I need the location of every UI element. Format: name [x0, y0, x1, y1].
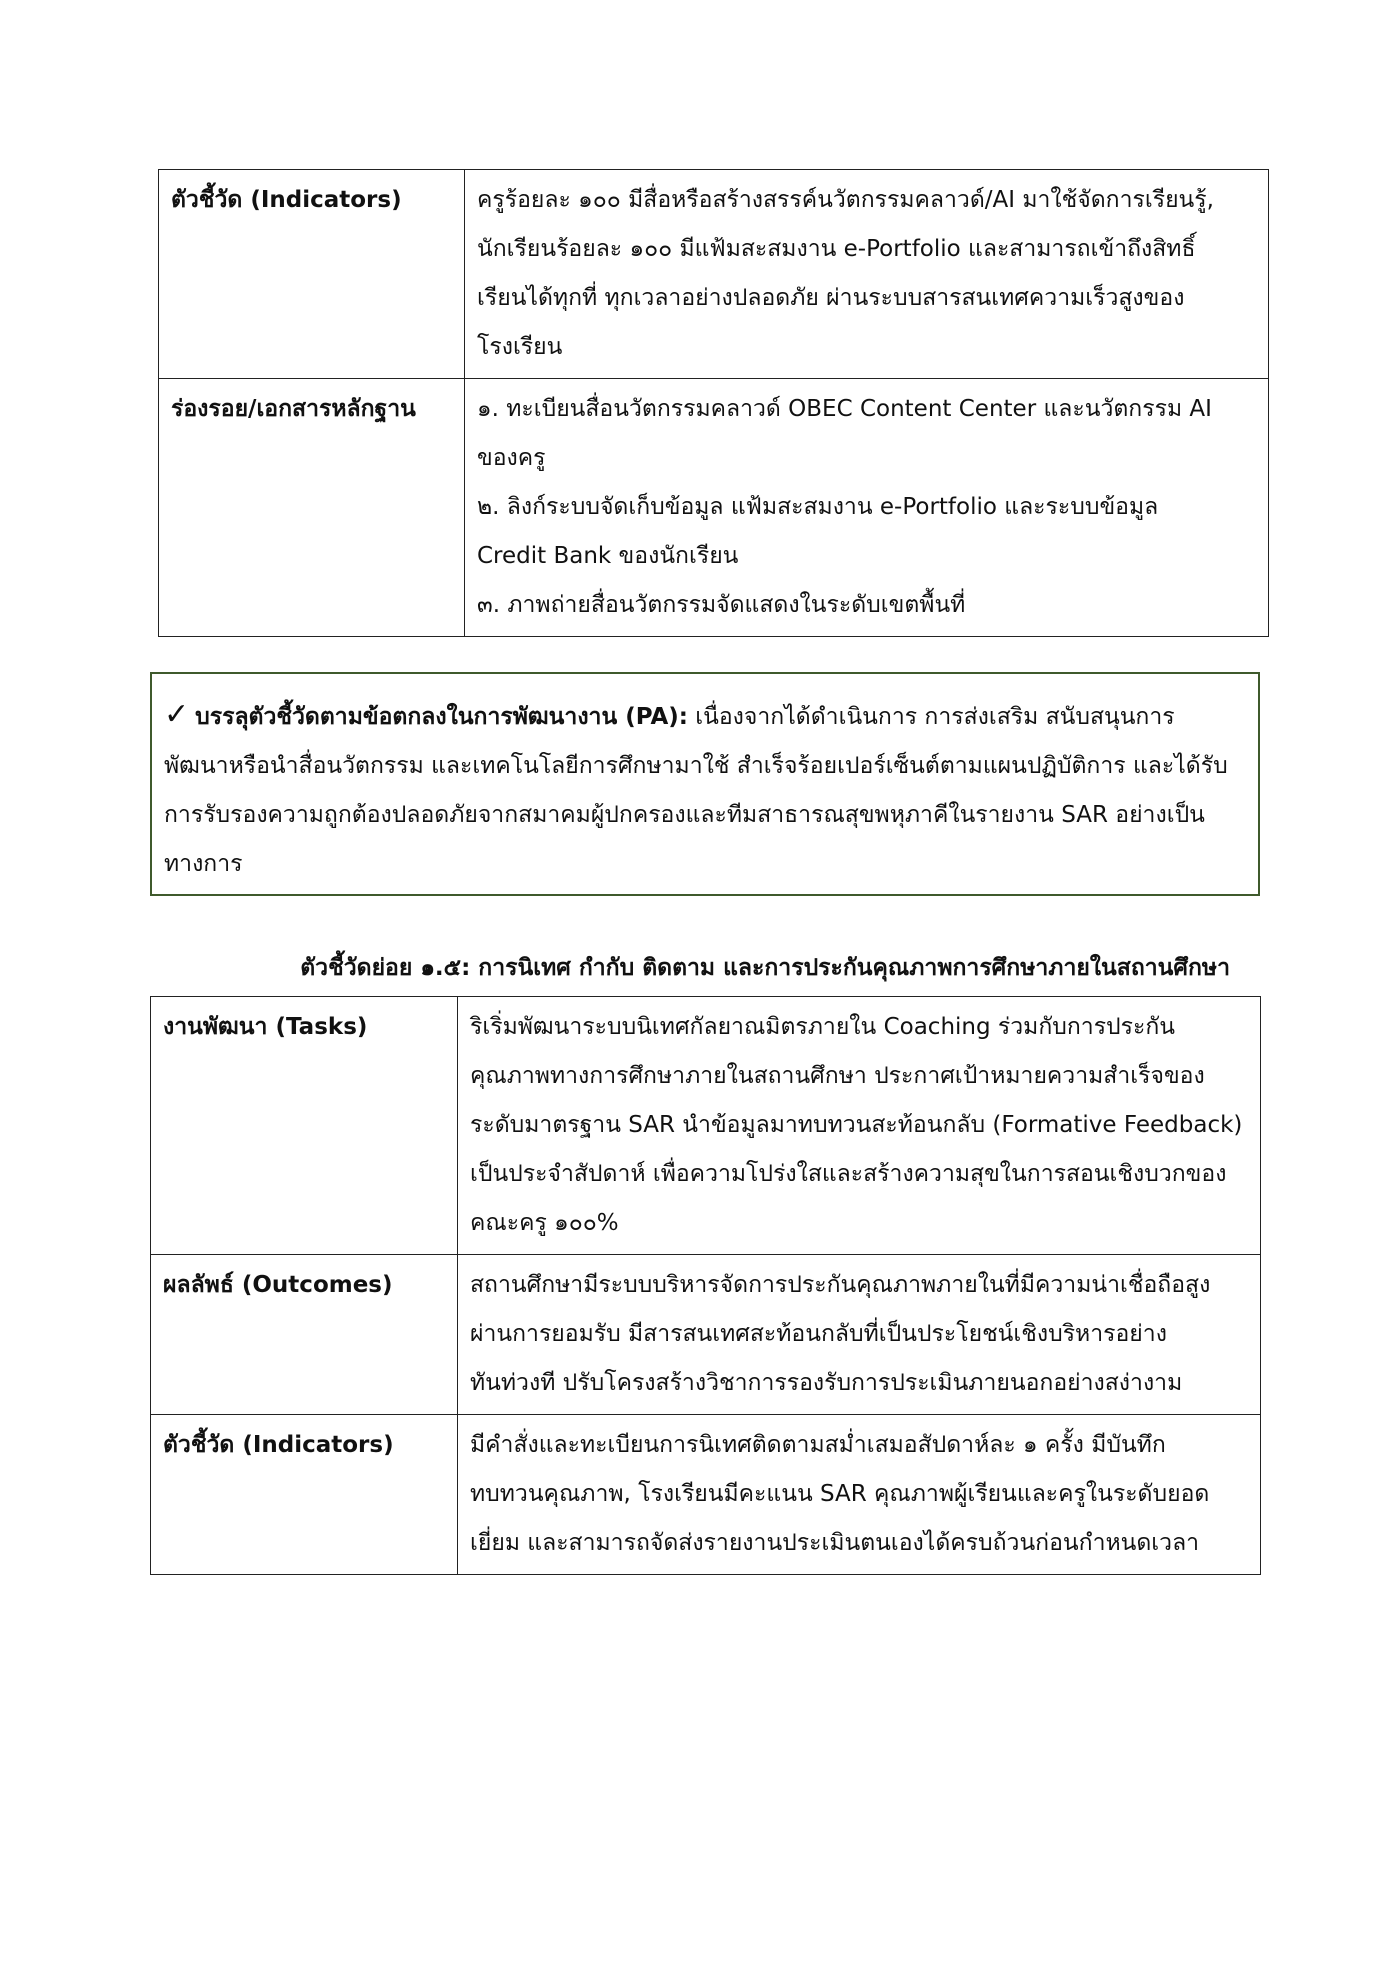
text-line: คณะครู ๑๐๐%: [470, 1210, 619, 1236]
text-line: [164, 690, 1246, 742]
row-content: [458, 997, 1261, 1255]
text-line: พัฒนาหรือนำสื่อนวัตกรรม และเทคโนโลยีการศึกษามาใช้ สำเร็จร้อยเปอร์เซ็นต์ตามแผนปฏิบัติการ และได้รับ: [164, 753, 1228, 779]
text-line: เยี่ยม และสามารถจัดส่งรายงานประเมินตนเองได้ครบถ้วนก่อนกำหนดเวลา: [470, 1530, 1200, 1556]
text-line: ระดับมาตรฐาน SAR นำข้อมูลมาทบทวนสะท้อนกลับ (Formative Feedback): [470, 1112, 1243, 1138]
row-label: ตัวชี้วัด (Indicators): [151, 1415, 458, 1575]
pa-text: เนื่องจากได้ดำเนินการ การส่งเสริม สนับสนุนการ: [687, 704, 1175, 730]
pa-title: บรรลุตัวชี้วัดตามข้อตกลงในการพัฒนางาน (PA):: [195, 704, 688, 730]
evidence-table: [158, 169, 1269, 637]
text-line: ๓. ภาพถ่ายสื่อนวัตกรรมจัดแสดงในระดับเขตพื้นที่: [477, 592, 966, 618]
row-label: งานพัฒนา (Tasks): [151, 997, 458, 1255]
supervision-table: [150, 996, 1261, 1575]
text-line: โรงเรียน: [477, 334, 563, 360]
table-row: [159, 379, 1269, 637]
row-label: ผลลัพธ์ (Outcomes): [151, 1255, 458, 1415]
pa-achievement-box: [150, 672, 1260, 896]
row-content: [458, 1255, 1261, 1415]
text-line: ครูร้อยละ ๑๐๐ มีสื่อหรือสร้างสรรค์นวัตกรรมคลาวด์/AI มาใช้จัดการเรียนรู้,: [477, 187, 1214, 213]
text-line: ทันท่วงที ปรับโครงสร้างวิชาการรองรับการประเมินภายนอกอย่างสง่างาม: [470, 1370, 1183, 1396]
text-line: สถานศึกษามีระบบบริหารจัดการประกันคุณภาพภายในที่มีความน่าเชื่อถือสูง: [470, 1272, 1211, 1298]
table-row: [151, 1415, 1261, 1575]
text-line: ทบทวนคุณภาพ, โรงเรียนมีคะแนน SAR คุณภาพผู้เรียนและครูในระดับยอด: [470, 1481, 1210, 1507]
text-line: ริเริ่มพัฒนาระบบนิเทศกัลยาณมิตรภายใน Coaching ร่วมกับการประกัน: [470, 1014, 1176, 1040]
text-line: ๑. ทะเบียนสื่อนวัตกรรมคลาวด์ OBEC Content Center และนวัตกรรม AI: [477, 396, 1212, 422]
text-line: การรับรองความถูกต้องปลอดภัยจากสมาคมผู้ปกครองและทีมสาธารณสุขพหุภาคีในรายงาน SAR อย่างเป็น: [164, 802, 1205, 828]
row-label: ร่องรอย/เอกสารหลักฐาน: [159, 379, 465, 637]
text-line: ๒. ลิงก์ระบบจัดเก็บข้อมูล แฟ้มสะสมงาน e-Portfolio และระบบข้อมูล: [477, 494, 1159, 520]
text-line: ผ่านการยอมรับ มีสารสนเทศสะท้อนกลับที่เป็นประโยชน์เชิงบริหารอย่าง: [470, 1321, 1167, 1347]
text-line: นักเรียนร้อยละ ๑๐๐ มีแฟ้มสะสมงาน e-Portfolio และสามารถเข้าถึงสิทธิ์: [477, 236, 1196, 262]
text-line: ทางการ: [164, 851, 243, 877]
text-line: มีคำสั่งและทะเบียนการนิเทศติดตามสม่ำเสมอสัปดาห์ละ ๑ ครั้ง มีบันทึก: [470, 1432, 1166, 1458]
section-subheading: ตัวชี้วัดย่อย ๑.๕: การนิเทศ กำกับ ติดตาม และการประกันคุณภาพการศึกษาภายในสถานศึกษา: [300, 955, 1230, 981]
text-line: Credit Bank ของนักเรียน: [477, 543, 739, 569]
row-label: ตัวชี้วัด (Indicators): [159, 170, 465, 379]
table-row: [151, 997, 1261, 1255]
text-line: คุณภาพทางการศึกษาภายในสถานศึกษา ประกาศเป้าหมายความสำเร็จของ: [470, 1063, 1205, 1089]
check-icon: ✓: [164, 697, 190, 732]
row-content: [465, 379, 1269, 637]
row-content: [458, 1415, 1261, 1575]
text-line: เรียนได้ทุกที่ ทุกเวลาอย่างปลอดภัย ผ่านระบบสารสนเทศความเร็วสูงของ: [477, 285, 1185, 311]
text-line: เป็นประจำสัปดาห์ เพื่อความโปร่งใสและสร้างความสุขในการสอนเชิงบวกของ: [470, 1161, 1227, 1187]
row-content: [465, 170, 1269, 379]
table-row: [151, 1255, 1261, 1415]
table-row: [159, 170, 1269, 379]
text-line: ของครู: [477, 445, 546, 471]
